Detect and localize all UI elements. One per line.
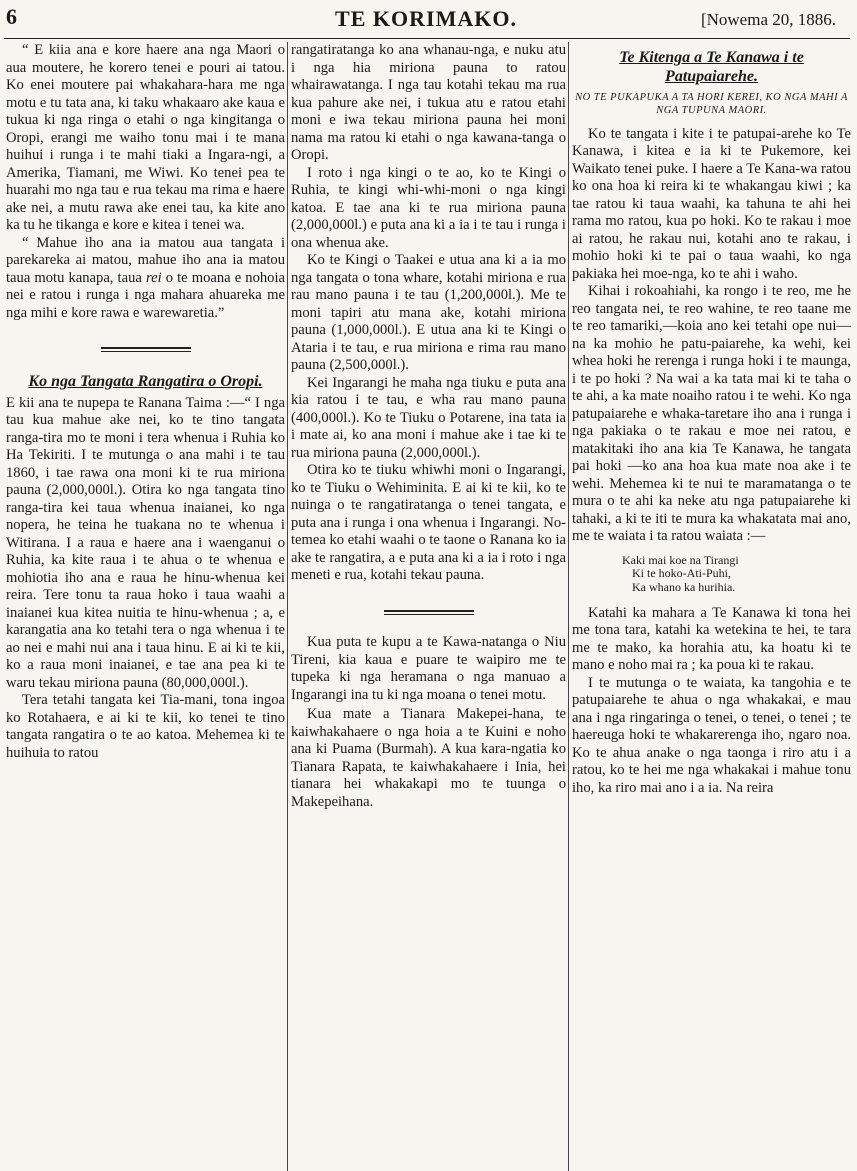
column-3 [572, 42, 851, 1171]
paragraph: Katahi ka mahara a Te Kanawa ki tona hei me tona tara, katahi ka wetekina te hei, te tara me te mako, ka horahia atu, ka hoatu ki te mano e noho mai ra ; ka poua ki te rakau. [572, 604, 851, 674]
paragraph: Kua mate a Tianara Makepei-hana, te kaiwhakahaere o nga hoia a te Kuini e noho ana ki Puama (Burmah). A kua kara-ngatia ko Tianara Rapata, te kaiwhakahaere i Inia, hei tianara hei whakakapi mo te tuunga o Makepeihana. [291, 706, 566, 810]
verse-line: Ka whano ka hurihia. [632, 580, 736, 595]
paragraph: E kii ana te nupepa te Ranana Taima :—“ I nga tau kua mahue ake nei, ko te tino tangata ranga-tira mo te moni i tera whenua i Ruhia ko Ha Tekiriti. I te mutunga o ana mahi i te tau 1860, i tae rawa ona moni ki te rua miriona pauna (2,000,000l.). Otira ko nga tangata tino ranga-tira kei taua whenua inaianei, ko nga nopera, he teina he tuakana no te whenua i Witirana. I a raua e haere ana i waenganui o Ruhia, ka kite raua i te ahua o te whenua e mohiotia iho ana e raua he hinu-whenua kei reira. Tere tonu ta raua hoko i taua waahi a inaianei kua kitea nuitia te hinu-whenua ; a, e karangatia ana ko tetahi tera o nga whenua i te ao nei e mahi nui ana i taua hinu. E ai ki te kii, ko a raua moni inaianei, e tae ana pea ki te waru tekau miriona pauna (80,000,000l.). [6, 394, 285, 691]
column-divider [568, 42, 569, 1171]
header-rule [4, 38, 850, 39]
text-run: o te moana e nohoia nei e ratou i runga i nga mahara ahuareka me nga mihi e kore rawa e warewaretia.” [6, 269, 285, 321]
paragraph: rangatiratanga ko ana whanau-nga, e nuku atu i nga hia miriona pauna to ratou whairawatanga. I nga tau kotahi tekau ma rua kua pahure ake nei, i tukua atu e ratou etahi moni e iwa tekau miriona pauna hei moni nama ma ratou ki etahi o nga kawana-tanga o Oropi. [291, 42, 566, 163]
text-run: “ Mahue iho ana ia matou aua tangata i parekareka ai matou, mahue iho ana ia matou taua motu kanapa, taua [6, 234, 285, 286]
paragraph: “ E kiia ana e kore haere ana nga Maori o aua moutere, he korero tenei e pouri ai tatou. Ko enei moutere pai whakahara-hara me nga motu e tu tata ana, ki taku whakaaro ake kaua e tukua ki nga ringa o etahi o nga kingitanga o Oropi, erangi me waiho tonu mai i te mana huihui i runga i te mahi tiaki a Ingara-ngi, a Amerika, Tiamani, me Wiwi. Ko tenei pea te huarahi mo nga tau e rua tekau ma rima e haere ake nei, a mutu rawa ake enei tau, ka kite ano ka tu he tikanga e kore e kitea i tenei wa. [6, 42, 285, 233]
verse-line: Ki te hoko-Ati-Puhi, [632, 566, 731, 581]
paragraph: Ko te Kingi o Taakei e utua ana ki a ia mo nga tangata o tona whare, kotahi miriona e rua rau mano pauna i te tau (1,200,000l.). Me te moni tapiri atu mana ake, kotahi miriona pauna (1,000,000l.). E utua ana ki te Kingi o Ataria i te tau, e rua miriona e rima rau mano pauna (2,500,000l.). [291, 252, 566, 373]
column-1 [6, 42, 285, 1171]
paragraph: Kei Ingarangi he maha nga tiuku e puta ana kia ratou i te tau, e wha rau mano pauna (400,000l.). Ko te Tiuku o Potarene, ina tata ia i mate ai, ko ana moni i mahue ake i tae ki te rua miriona pauna (2,000,000l.). [291, 374, 566, 461]
column-divider [287, 42, 288, 1171]
verse-line: Kaki mai koe na Tirangi [622, 552, 739, 567]
song-verse [622, 554, 851, 595]
issue-date: [Nowema 20, 1886. [700, 10, 836, 29]
section-separator [6, 340, 285, 358]
paragraph: Otira ko te tiuku whiwhi moni o Ingarangi, ko te Tiuku o Wehiminita. E ai ki te kii, ko te nuinga o te rangatiratanga o tenei tangata, e puta ana i runga i ona whenua i Ingarangi. No-temea ko etahi waahi o te taone o Ranana ko ia ake te rangatira, a e puta ana ki a ia i roto i nga meneti e rua, kotahi tekau pauna. [291, 462, 566, 583]
italic-word: rei [145, 269, 162, 286]
page-number: 6 [6, 4, 17, 29]
paragraph: Kua puta te kupu a te Kawa-natanga o Niu Tireni, kia kaua e puare te waipiro me te tupeka ki nga heramana o nga manuao a Ingarangi ina tu ki nga moana o tenei motu. [291, 634, 566, 703]
page-header [6, 4, 846, 34]
paragraph: I roto i nga kingi o te ao, ko te Kingi o Ruhia, te kingi whi-whi-moni o nga kingi katoa. E tae ana ki te rua miriona pauna (2,000,000l.) e puta ana ki a ia i te tau i runga i ona whenua ake. [291, 164, 566, 251]
article-subheading: NO TE PUKAPUKA A TA HORI KEREI, KO NGA MAHI A NGA TUPUNA MAORI. [575, 92, 848, 116]
paragraph: Kihai i rokoahiahi, ka rongo i te reo, me he reo tangata nei, te reo wahine, te reo taane me te reo tamariki,—koia ano kei tetahi ope nui—na ka mohio he patu-paiarehe, ka wehi, kei whea hoki he rerenga i runga hoki i te maunga, i te po hoki ? Na wai a ka tata mai ki te taha o te ahi, a ka mate noaiho ratou i te wehi. Ko nga patupaiarehe e whaka-taretare iho ana i runga i nga pakiaka o te rakau e moe nei ratou, e matakitaki iho ana kia Te Kanawa, he tangata pai hoki —ko ana hoa kua mate noa ake i te wehi. Mehemea ki te nui te maramatanga o te mura o te ahi ka neke atu nga patupaiarehe ki tahaki, a ki te iti te mura ka whakatata mai ano, me te waiata i ta ratou waiata :— [572, 283, 851, 545]
paragraph: Tera tetahi tangata kei Tia-mani, tona ingoa ko Rotahaera, e ai ki te kii, ko tenei te tino tangata rangatira o te ao katoa. Mehemea ki te huihuia to ratou [6, 692, 285, 761]
paragraph: Ko te tangata i kite i te patupai-arehe ko Te Kanawa, i kitea e ia ki te Pukemore, kei Waikato tenei puke. I haere a Te Kana-wa ratou ko ona hoa ki reira ki te whakangau kiwi ; ka tae ratou ki taua waahi, ka tahuna te ahi hei rama mo ratou, kua po hoki. Ko te rakau i moe ai ratou, he rakau nui, kotahi ano te rakau, i mohio hoki ki te pai o taua waahi, ko nga pakiaka hei moe-nga, ko te ahi i waho. [572, 125, 851, 282]
column-2 [291, 42, 566, 1171]
section-separator [291, 603, 566, 621]
article-heading: Te Kitenga a Te Kanawa i te Patupaiarehe. [619, 49, 804, 86]
paragraph [6, 235, 285, 323]
paragraph: I te mutunga o te waiata, ka tangohia e te patupaiarehe te ahua o nga whakakai, e mau ana i nga ringaringa o tenei, o tenei, o tenei ; te haereuga hoki te whakarerenga iho, ngaro noa. Ko te ahua anake o nga taonga i riro atu i a ratou, ko te hei me nga whakakai i mahue tonu iho, ka riro mai ano i a ia. Na reira [572, 674, 851, 796]
newspaper-title: TE KORIMAKO. [335, 6, 517, 31]
article-heading: Ko nga Tangata Rangatira o Oropi. [28, 372, 263, 390]
